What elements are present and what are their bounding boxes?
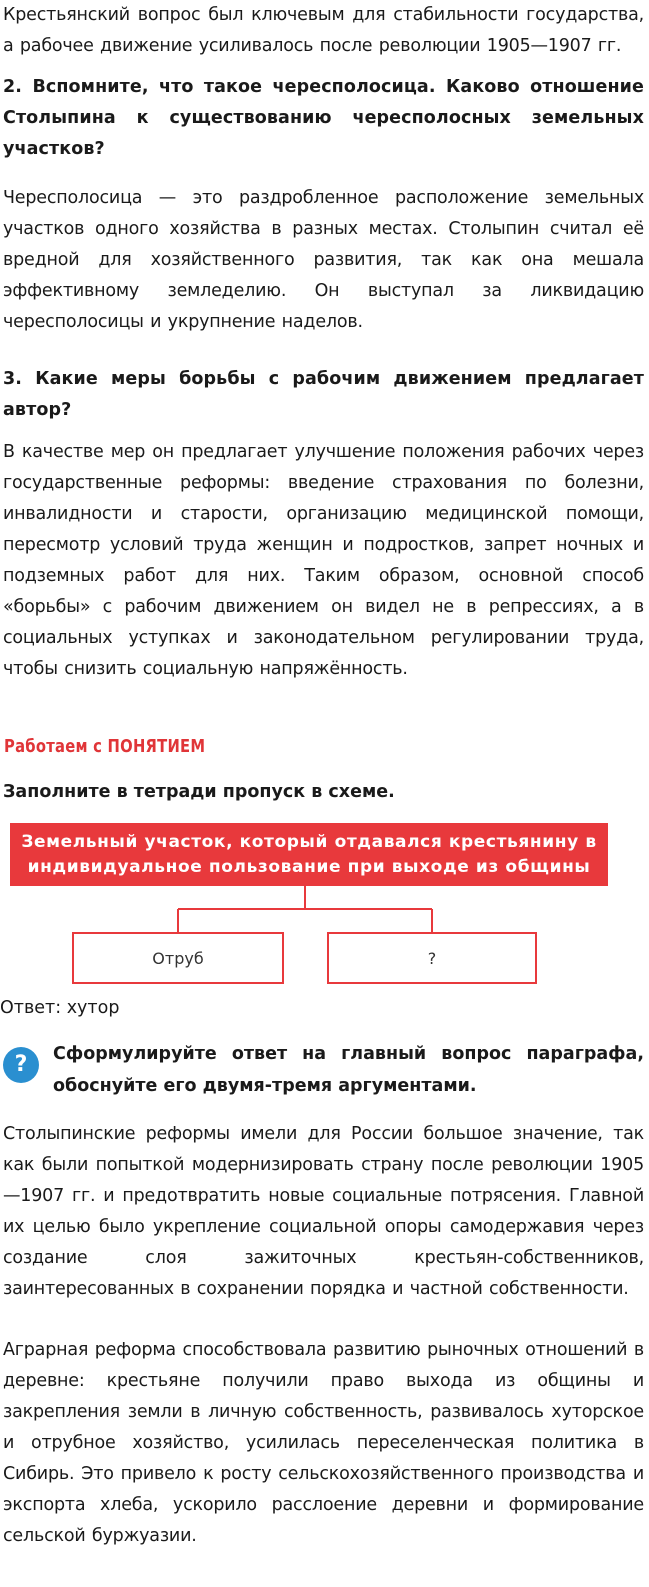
- scheme-connector-lines: [0, 886, 649, 936]
- scheme-right-box: ?: [327, 932, 537, 984]
- main-answer-paragraph-2: Аграрная реформа способствовала развитию рыночных отношений в деревне: крестьяне получили право выхода из общины и закрепления земли в личную собственность, развивалось хуторское и отрубное хозяйство, усилилась переселенческая политика в Сибирь. Это привело к росту сельскохозяйственного производства и экспорта хлеба, ускорило расслоение деревни и формирование сельской буржуазии.: [3, 1340, 644, 1546]
- section-rubric: Работаем с ПОНЯТИЕМ: [4, 736, 206, 757]
- intro-paragraph: Крестьянский вопрос был ключевым для стабильности государства, а рабочее движение усиливалось после революции 1905—1907 гг.: [3, 5, 644, 56]
- main-question: Сформулируйте ответ на главный вопрос параграфа, обоснуйте его двумя-тремя аргументами.: [53, 1044, 644, 1096]
- scheme-left-box: Отруб: [72, 932, 284, 984]
- scheme-answer: Ответ: хутор: [0, 998, 120, 1018]
- scheme-top-box: Земельный участок, который отдавался крестьянину в индивидуальное пользование при выходе из общины: [10, 823, 608, 886]
- question-icon: ?: [3, 1047, 39, 1083]
- main-answer-paragraph-1: Столыпинские реформы имели для России большое значение, так как были попыткой модернизировать страну после революции 1905—1907 гг. и предотвратить новые социальные потрясения. Главной их целью было укрепление социальной опоры самодержавия через создание слоя зажиточных крестьян-собственников, заинтересованных в сохранении порядка и частной собственности.: [3, 1124, 644, 1299]
- question-2: 2. Вспомните, что такое чересполосица. Каково отношение Столыпина к существованию чересполосных земельных участков?: [3, 77, 644, 159]
- task-instruction: Заполните в тетради пропуск в схеме.: [3, 782, 395, 802]
- answer-3-paragraph: В качестве мер он предлагает улучшение положения рабочих через государственные реформы: введение страхования по болезни, инвалидности и старости, организацию медицинской помощи, пересмотр условий труда женщин и подростков, запрет ночных и подземных работ для них. Таким образом, основной способ «борьбы» с рабочим движением он видел не в репрессиях, а в социальных уступках и законодательном регулировании труда, чтобы снизить социальную напряжённость.: [3, 442, 644, 679]
- question-3: 3. Какие меры борьбы с рабочим движением предлагает автор?: [3, 369, 644, 420]
- answer-2-paragraph: Чересполосица — это раздробленное расположение земельных участков одного хозяйства в разных местах. Столыпин считал её вредной для хозяйственного развития, так как она мешала эффективному земледелию. Он выступал за ликвидацию чересполосицы и укрупнение наделов.: [3, 188, 644, 332]
